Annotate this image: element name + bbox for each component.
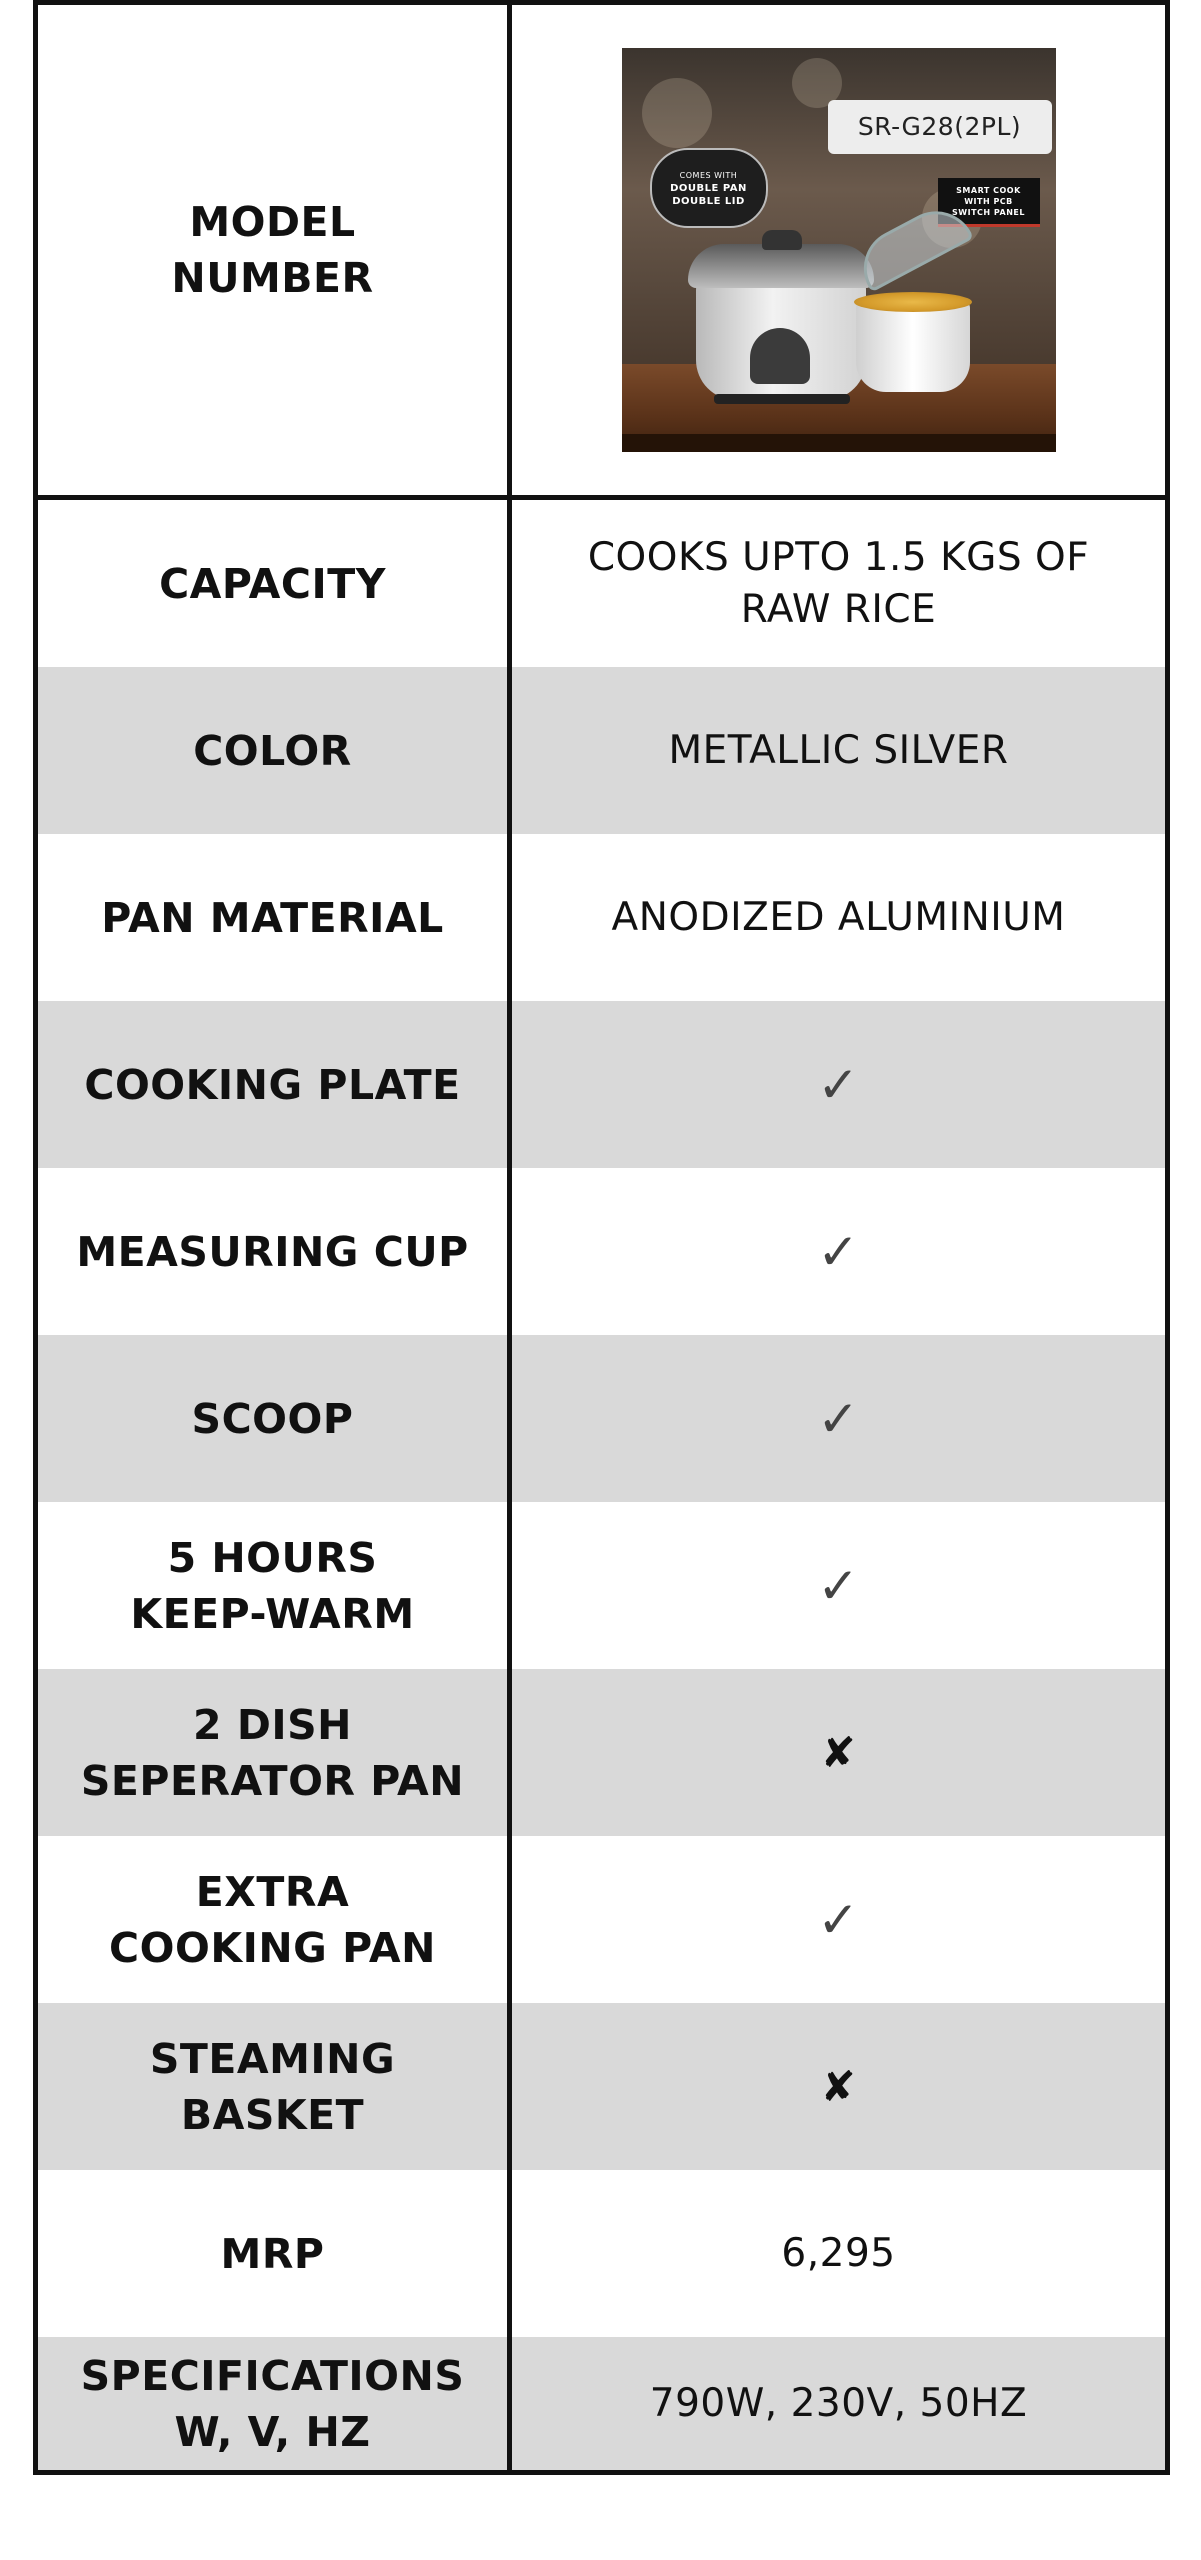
row-label: EXTRA COOKING PAN (38, 1836, 512, 2003)
cross-icon: ✘ (820, 2061, 857, 2111)
row-value: ANODIZED ALUMINIUM (611, 894, 1066, 940)
cooker-feet (714, 394, 850, 404)
table-row (38, 2170, 1165, 2337)
row-label: 5 HOURS KEEP-WARM (38, 1502, 512, 1669)
table-row (38, 834, 1165, 1001)
double-pan-badge: COMES WITH DOUBLE PAN DOUBLE LID (650, 148, 768, 228)
rice-food (854, 292, 972, 312)
check-icon: ✓ (817, 1222, 860, 1281)
row-label: MRP (38, 2170, 512, 2337)
table-row (38, 1836, 1165, 2003)
row-value: 790W, 230V, 50HZ (649, 2380, 1028, 2426)
cooker-switch-panel (750, 328, 810, 384)
row-label: MEASURING CUP (38, 1168, 512, 1335)
check-icon: ✓ (817, 1890, 860, 1949)
product-image-cell (512, 5, 1165, 495)
model-tag: SR-G28(2PL) (828, 100, 1052, 154)
check-icon: ✓ (817, 1556, 860, 1615)
check-icon: ✓ (817, 1389, 860, 1448)
table-row (38, 667, 1165, 834)
row-value: 6,295 (781, 2230, 896, 2276)
comparison-table (33, 0, 1170, 2475)
table-row (38, 500, 1165, 667)
table-row (38, 1168, 1165, 1335)
cooker-knob (762, 230, 802, 250)
row-label: 2 DISH SEPERATOR PAN (38, 1669, 512, 1836)
table-row (38, 2003, 1165, 2170)
extra-cooking-pan (856, 300, 970, 392)
row-label: COOKING PLATE (38, 1001, 512, 1168)
smart-cook-label: SMART COOK WITH PCB SWITCH PANEL (938, 178, 1040, 227)
table-row (38, 1502, 1165, 1669)
row-value: COOKS UPTO 1.5 KGS OF RAW RICE (587, 534, 1090, 632)
row-label: COLOR (38, 667, 512, 834)
check-icon: ✓ (817, 1055, 860, 1114)
cross-icon: ✘ (820, 1727, 857, 1777)
row-label: MODEL NUMBER (38, 5, 512, 495)
row-label: SPECIFICATIONS W, V, HZ (38, 2337, 512, 2470)
table-row-model-number (38, 5, 1165, 500)
cooker-lid (688, 244, 874, 288)
table-row (38, 2337, 1165, 2470)
table-row (38, 1669, 1165, 1836)
row-value: METALLIC SILVER (668, 727, 1009, 773)
product-image (622, 48, 1056, 452)
table-row (38, 1335, 1165, 1502)
row-label: STEAMING BASKET (38, 2003, 512, 2170)
row-label: PAN MATERIAL (38, 834, 512, 1001)
row-label: SCOOP (38, 1335, 512, 1502)
row-label: CAPACITY (38, 500, 512, 667)
table-row (38, 1001, 1165, 1168)
